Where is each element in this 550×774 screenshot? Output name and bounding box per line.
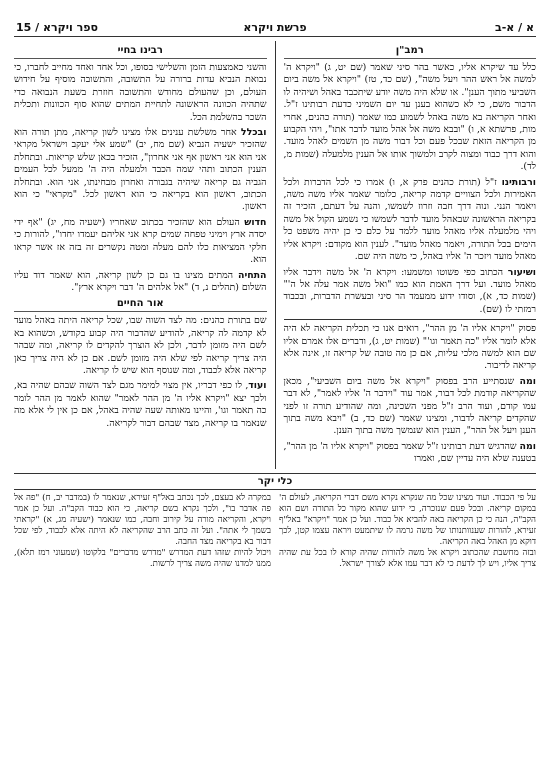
ramban-section — [280, 44, 537, 316]
rabbeinu-bachya-section — [11, 44, 267, 294]
ohr-hachaim-paragraph: ומה שנסתייע הרב בפסוק "ויקרא אל משה ביום השביעי", מכאן שהקריאה קודמת לכל דבור, אמר עוד "וידבר ה' אליו לאמר", לא דבר עמו קודם, ועוד הרב ז"ל מפני השכינה, ומה שהודיע תורה זו לפני שהקדים קריאה לדבור, ומצינו שאמר (שם כד, ב) "ויבא משה בתוך הענן ויעל אל ההר", הענין הוא שנמשך משה בתוך הענן. — [280, 375, 536, 437]
parasha-title: פרשת ויקרא — [243, 20, 307, 34]
left-column — [11, 41, 267, 469]
kli-yakar-title: כלי יקר — [14, 473, 536, 490]
ramban-paragraph: כלל עד שיקרא אליו, כאשר בהר סיני שאמר (שם יט, ג) "ויקרא ה' למשה אל ראש ההר ויעל משה", (שם כד, טז) "ויקרא אל משה ביום השביעי מתוך הענן". או שלא היה משה יודע שיתכבד באהל ושיהיה לו הדבור משם, כי לא כשהוא בענן עד יום השמיני כדעת רבותינו ז"ל. ואחר הקריאה בא משה באהל לשמוע כמו שאמר (תורה כהנים, אחרי מות, פרשתא א, ו) "ובבא משה אל אהל מועד לדבר אתו", ויהי הקבוע מן הקריאה הזאת שבכל פעם וכל דבור משה מן השמים לאהל מועד. והוא דרך כבוד ומצוה לקרב ולמשוך אותו אל הענין מלמעלה (שמות מ, לד). — [280, 62, 536, 173]
divider — [284, 319, 537, 320]
ohr-hachaim-paragraph: פסוק "ויקרא אליו ה' מן ההר", רואים אנו כי תכלית הקריאה לא היה אלא לומר אליו "כה תאמר וגו'" (שמות יט, ג), ודברים אלו אמרם אליו שם הוא למשה מלכי עליות, אם כן מה טובה של קריאה זו, אינה אלא קריאה לדיבור. — [280, 323, 536, 372]
page-number-block — [14, 21, 98, 34]
kli-yakar-columns — [14, 493, 536, 571]
bachya-paragraph: והשני כאמצעות הזמן והשלישי בסופו, וכל אחד ואחד מחייב לחברו, כי נבואת הנביא עדות ברורה על התשובה, והתשובה מוסיף על חידוש העולם, וכן שהעולם מחודש והתשובה חוזרת בשעת הנבואה כדי שתהיה הכוונה הראשונה לתחיית המתים שהוא סוף הכוונות ותכלית השכר בהשלמת הכל. — [11, 62, 267, 123]
ramban-paragraph: ורבותינו ז"ל (תורת כהנים פרק א, ו) אמרו כי לכל הדברות ולכל האמירות ולכל הצוויים קדמה קריאה, כלומר שאמר אליו משה משה, ויאמר הנני. ונוה דרך חבה וזרוז לשמשו, והנה על דעתם, הזכיר זה בקריאה הראשונה שבאהל מועד לדבר לשמשו כי נשמע הקול אל משה ויהי מלמעלה אליו מאהל מועד ללמד על כלם כי כן יהיה משפט כל הימים בכל התורה, ויאמר מאהל מועד". לענין הוא מקודם: ויקרא אליו מאהל מועד ויזכר ה' אליו באהל, כי משה היה שם. — [280, 176, 536, 263]
bachya-paragraph: התחיה המתים מצינו בו גם כן לשון קריאה, הוא שאמר דוד עליו השלום (תהלים נ, ד) "אל אלהים ה' דבר ויקרא ארץ". — [11, 269, 267, 293]
right-column — [275, 41, 537, 469]
bachya-paragraph: חדוש העולם הוא שהזכיר בכתוב שאחריו (ישעיה מח, יג) "אף ידי יסדה ארץ וימיני טפחה שמים קרא אני אליהם יעמדו יחדו", להורות כי חלקי המציאות כלו להם מעלה ומטה נקשרים זה בזה אז אשר קראו הוא. — [11, 216, 267, 266]
ohr-hachaim-paragraph: ומה שהדגיש דעת רבותינו ז"ל שאמר בפסוק "ויקרא אליו ה' מן ההר", בטענה שלא היה עדיין שם, ואמרו — [280, 440, 536, 465]
ohr-hachaim-paragraph: ועוד, לו כפי דבריו, אין מצוי למימר מגם לצד השוה שבהם שהיה בא, ולכך יצא "ויקרא אליו ה' מן ההר לאמר" שהוא לאמר מן ההר לומר כה תאמר וגו', והיינו מאותה שעה שהיה באהל, אם כן אין לי אלא מה שנאמר בו קריאה, מצד שבהם דבור לקריאה. — [11, 380, 267, 429]
chapter-verse: א / א-ב — [495, 20, 534, 34]
separator: / — [35, 20, 44, 34]
bachya-paragraph: ובכלל אחר משלשת ענינים אלו מצינו לשון קריאה, מתן תורה הוא שהזכיר ישעיה הנביא (שם מח, יב) "שמע אלי יעקב וישראל מקראי אני הוא אני ראשון אף אני אחרון", הזכיר בכאן שלש קריאות. ובתחלת הענין הכתוב ותהי שמה הכבד ולמעלה היה ה' ממעל לכל העמים הגביה גם קריאה שיהיה בגבורה ואחרון מבחינתו, אני הוא. ובתחלת הכתוב, ראשון הוא בקריאה כי הוא ראשון לכל. "מקראי" כי הוא ראשון. — [11, 127, 267, 213]
kli-yakar-section — [14, 473, 536, 571]
ohr-hachaim-right — [280, 323, 537, 465]
upper-columns — [11, 41, 536, 469]
ramban-paragraph: ושיעור הכתוב כפי פשוטו ומשמעו: ויקרא ה' אל משה וידבר אליו מאהל מועד. ועל דרך האמת הוא כמו "ואל משה אמר עלה אל ה'" (שמות כד, א), וסודו ידוע ממעמד הר סיני ובעשרת הדברות, ובכבוד רמזתי לו (שם). — [280, 266, 536, 315]
running-head — [14, 18, 536, 37]
ohr-hachaim-title: אור החיים — [14, 297, 267, 312]
page-number: 15 — [16, 20, 32, 34]
kli-yakar-left: במקרה לא בעצם, לכך נכתב באל"ף זעירא, שנאמר לו (במדבר יב, ח) "פה אל פה אדבר בו", ולכך נקרא בשם קריאה, כי הוא כבוד הקב"ה. ועל כן אמר ויקרא, והקריאה מורה על קירוב וחבה, כמו שנאמר (ישעיה מג, א) "קראתי בשמך לי אתה". ועל זה כתב הרב שהקריאה לא היתה אלא לכבוד, לפי שכל דבור בא בקריאה מצד החבה. ויכול להיות שזהו דעת המדרש "מדרש מדברים" בלקוטו (שמעוני רמז תלא), ממנו למדנו שהיה משה צריך לרשות. — [14, 492, 271, 570]
rabbeinu-bachya-title: רבינו בחיי — [14, 44, 267, 59]
kli-yakar-right: על פי הכבוד. ועוד מצינו שכל מה שנקרא נקרא משם דברי הקריאה, לעולם ה' במקום קריאה. ובכל פעם שנזכרה, כי ידוע שהוא מקור כל התורה ושם הוא הקב"ה, הנה כי כן הקריאה באה להביא אל כבוד. ועל כן אמר "ויקרא" באל"ף זעירא, להורות שענוותנותו של משה גרמה לו שיתמעט ויראה עצמו קטן, לכך דוקא מן האהל באה הקריאה. ובזה מחשבת שהכתוב ויקרא אל משה להורות שהיה קורא לו בכל עת שהיה צריך אליו, ויש לך לדעת כי לא דבר עמו אלא לצורך ישראל. — [279, 492, 536, 570]
book-title: ספר ויקרא — [43, 20, 98, 34]
ohr-hachaim-left — [11, 297, 267, 430]
ramban-title: רמב"ן — [284, 44, 537, 59]
ohr-hachaim-paragraph: שם בתורת כהנים: מה לצד השוה שבו, שכל קריאה היתה באהל מועד לא קדמה לה קריאה, להודיע שהדבור היה קבוע בקודש, וכשהוא בא לשם היה מזומן לדבר, ולכן לא הוצרך להקדים לו קריאה, ומה שבהר היה צריך קריאה לפי שלא היה מזומן לשם. אם כן לא היה צריך כאן קריאה אלא לכבוד, ומה שנוסף הוא שיש לו קריאה. — [11, 315, 267, 376]
